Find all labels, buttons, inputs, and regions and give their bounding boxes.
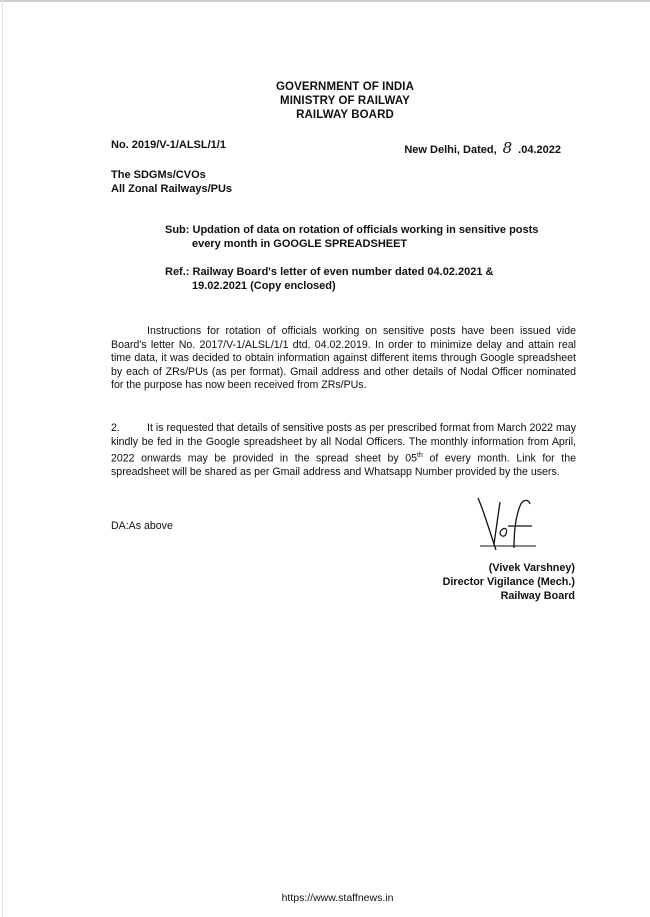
- footer-url[interactable]: https://www.staffnews.in: [281, 892, 394, 904]
- place-dated-label: New Delhi, Dated,: [404, 144, 497, 156]
- addressee: [111, 168, 232, 196]
- letterhead-line-2: MINISTRY OF RAILWAY: [280, 95, 410, 107]
- footer: [0, 892, 650, 904]
- paragraph-2: [111, 422, 576, 480]
- enclosure-note: DA:As above: [111, 520, 173, 532]
- letterhead-line-3: RAILWAY BOARD: [296, 109, 394, 121]
- paragraph-2-number: 2.: [111, 422, 120, 434]
- date-suffix: .04.2022: [518, 144, 561, 156]
- paragraph-2-sup: th: [417, 452, 423, 460]
- paragraph-2-text-a: It is requested that details of sensitive posts as per prescribed format from March 2022 may kindly be fed in the Google spreadsheet by all Nodal Officers. The monthly information from April, 2022 onwards may be provided in the spread sheet by 05: [111, 422, 576, 465]
- signature-block: [443, 561, 575, 603]
- subject: [165, 223, 575, 251]
- scan-edge-top: [0, 0, 650, 2]
- reference-line-2: 19.02.2021 (Copy enclosed): [192, 280, 336, 292]
- letter-date: [404, 139, 561, 157]
- scan-edge-left: [2, 0, 3, 917]
- handwritten-day: 8: [502, 139, 513, 157]
- subject-line-2: every month in GOOGLE SPREADSHEET: [192, 238, 408, 250]
- addressee-line-1: The SDGMs/CVOs: [111, 169, 206, 181]
- reference-line-1: Ref.: Railway Board's letter of even number dated 04.02.2021 &: [165, 266, 494, 278]
- signatory-designation: Director Vigilance (Mech.): [442, 576, 575, 588]
- paragraph-2-text-b: of every month. Link for the spreadsheet will be shared as per Gmail address and Whatsapp Number provided by the users.: [111, 452, 576, 479]
- letterhead-line-1: GOVERNMENT OF INDIA: [276, 81, 414, 93]
- signatory-name: (Vivek Varshney): [488, 562, 575, 574]
- reference: [165, 265, 575, 293]
- letter-number: No. 2019/V-1/ALSL/1/1: [111, 139, 226, 151]
- letterhead: [0, 80, 650, 122]
- addressee-line-2: All Zonal Railways/PUs: [111, 183, 233, 195]
- signatory-office: Railway Board: [500, 590, 575, 602]
- paragraph-1: Instructions for rotation of officials working on sensitive posts have been issued vide Board's letter No. 2017/V-1/ALSL/1/1 dtd. 04.02.2019. In order to minimize delay and attain real time data, it was decided to obtain information against different items through Google spreadsheet by each of ZRs/PUs (as per format). Gmail address and other details of Nodal Officer nominated for the purpose has now been received from ZRs/PUs.: [111, 325, 576, 392]
- subject-line-1: Sub: Updation of data on rotation of officials working in sensitive posts: [165, 224, 539, 236]
- handwritten-signature: [470, 492, 540, 554]
